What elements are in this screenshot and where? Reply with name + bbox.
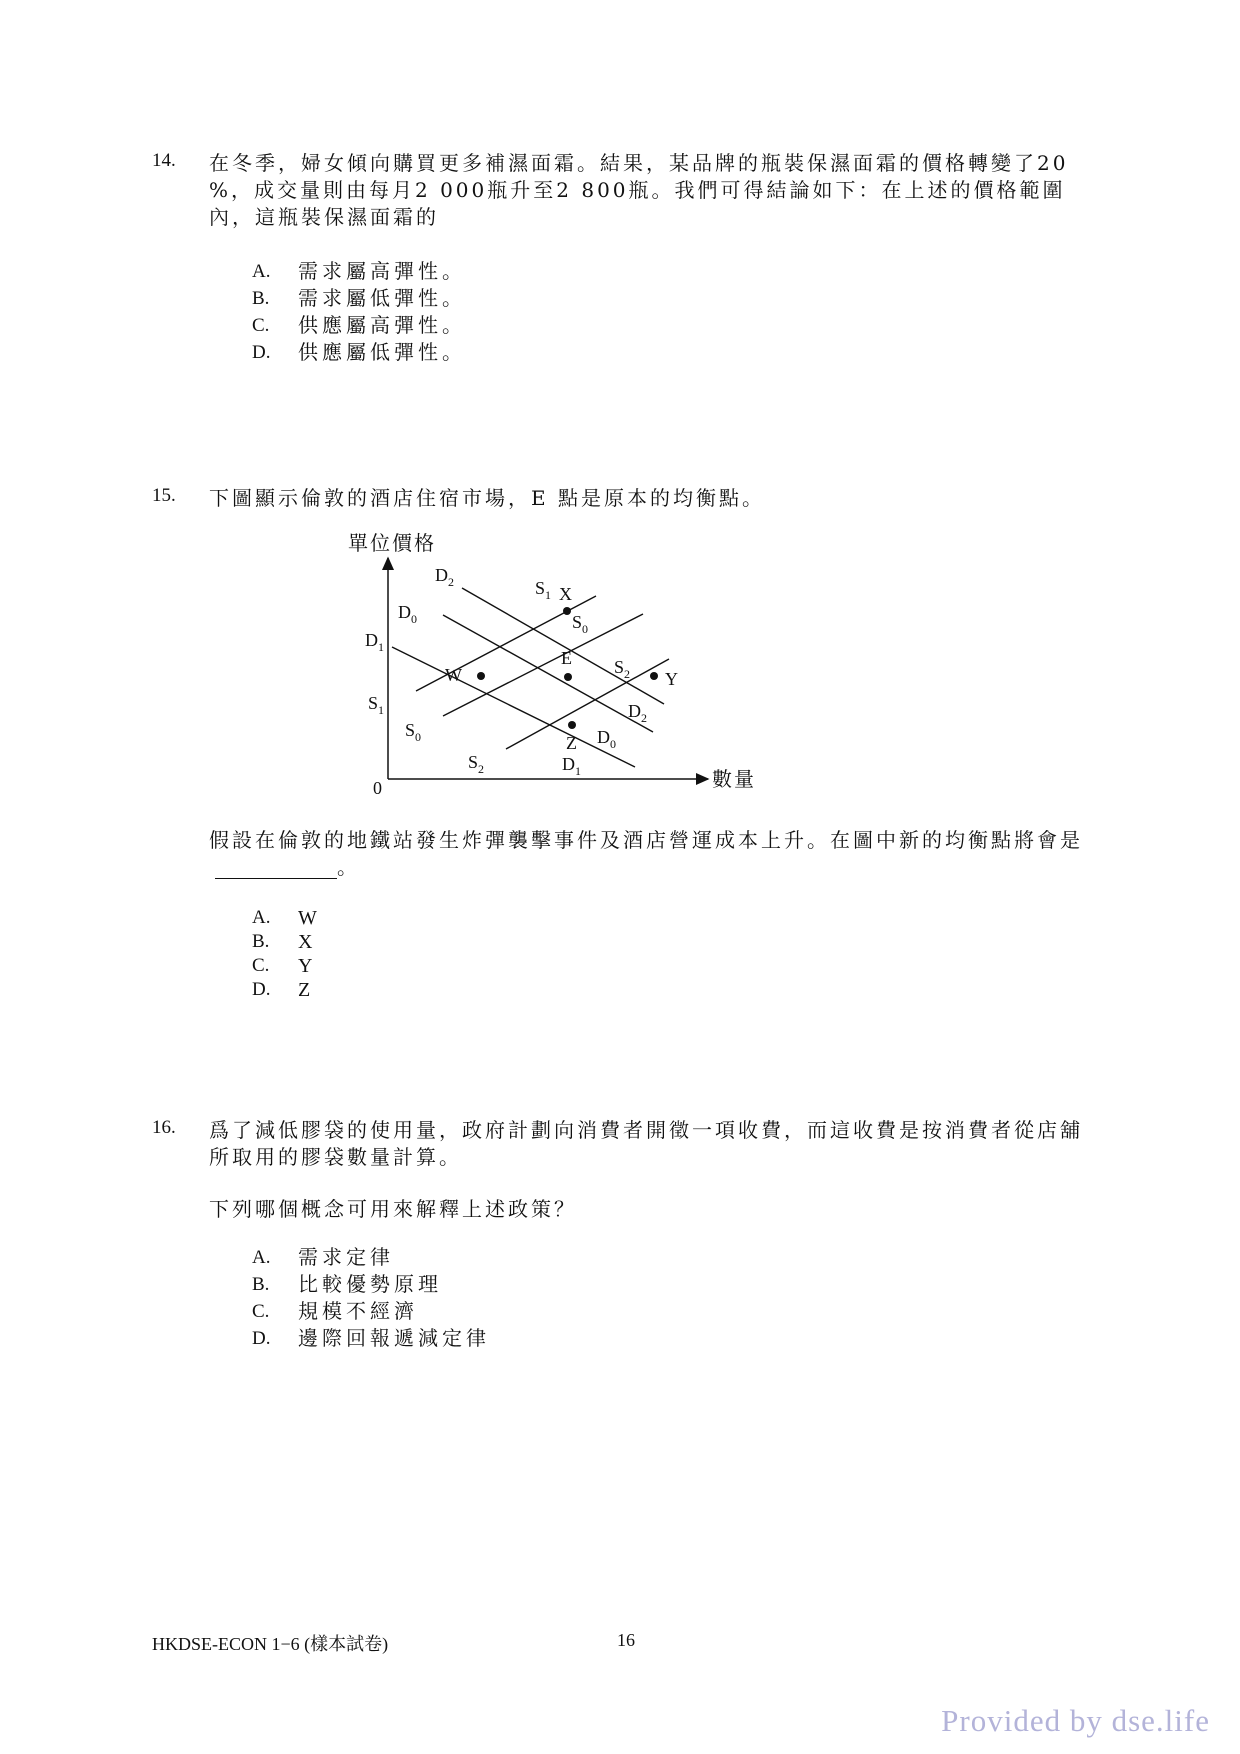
- label-z: Z: [566, 733, 577, 753]
- label-s0-bottom: $S_0$: [405, 720, 422, 744]
- x-axis-label: 數量: [712, 767, 756, 791]
- question-number: 16.: [152, 1117, 176, 1138]
- label-x: X: [559, 584, 572, 604]
- label-d1-bottom: $D_1$: [562, 754, 581, 778]
- question-number: 14.: [152, 150, 176, 171]
- supply-demand-diagram: [330, 528, 790, 798]
- question-15-prompt: 假設在倫敦的地鐵站發生炸彈襲擊事件及酒店營運成本上升。在圖中新的均衡點將會是。: [209, 828, 1083, 879]
- label-y: Y: [665, 669, 678, 689]
- label-d2-bottom: $D_2$: [628, 701, 647, 725]
- label-d2: $D_2$: [435, 565, 454, 589]
- supply-curve-s0: [443, 614, 643, 716]
- point-x: [563, 607, 571, 615]
- point-e: [564, 673, 572, 681]
- page-number: 16: [617, 1630, 635, 1650]
- demand-curve-d2: [462, 588, 664, 704]
- label-d0: $D_0$: [398, 602, 417, 626]
- point-y: [650, 672, 658, 680]
- label-s2-bottom: $S_2$: [468, 752, 485, 776]
- label-e: E: [561, 648, 572, 668]
- point-w: [477, 672, 485, 680]
- label-s2-top: $S_2$: [614, 657, 631, 681]
- exam-page: 14. 在冬季，婦女傾向購買更多補濕面霜。結果，某品牌的瓶裝保濕面霜的價格轉變了20 %，成交量則由每月2 000瓶升至2 800瓶。我們可得結論如下：在上述的價格範圍內，這瓶裝保濕面霜的 A. 需求屬高彈性。 B. 需求屬低彈性。 C. 供應屬高彈性。 D. 供應屬低彈性。 15. 下圖顯示倫敦的酒店住宿市場，E 點是原本的均衡點。 單位價格 數量 0 $D_2$ $D_0$ $D_1$ $S_1$ $S_0$ $S_2$ $D_2$ $D_0$ $D_1$ $S_1$ $S_0$ $S_2$ X E W Y Z 假設在倫敦的地鐵站發生炸彈襲擊事件及酒店營運成本上升。在圖中新的均衡點將會是。 A. W B. X C. Y D. Z 16. 爲了減低膠袋的使用量，政府計劃向消費者開徵一項收費，而這收費是按消費者從店舖所取用的膠袋數量計算。 下列哪個概念可用來解釋上述政策？ A. 需求定律 B. 比較優勢原理 C. 規模不經濟 D. 邊際回報遞減定律 HKDSE-ECON 1−6 (樣本試卷) 16 Provided by dse.life: [152, 150, 1210, 1738]
- watermark: Provided by dse.life: [941, 1703, 1210, 1738]
- question-text: 爲了減低膠袋的使用量，政府計劃向消費者開徵一項收費，而這收費是按消費者從店舖所取用的膠袋數量計算。: [209, 1118, 1083, 1169]
- label-s1-top: $S_1$: [535, 578, 552, 602]
- question-text: 下圖顯示倫敦的酒店住宿市場，E 點是原本的均衡點。: [209, 486, 765, 510]
- question-number: 15.: [152, 485, 176, 506]
- y-axis-label: 單位價格: [348, 531, 436, 555]
- question-16-prompt: 下列哪個概念可用來解釋上述政策？: [209, 1197, 577, 1221]
- supply-curve-s2: [506, 659, 669, 749]
- question-text: 在冬季，婦女傾向購買更多補濕面霜。結果，某品牌的瓶裝保濕面霜的價格轉變了20 %，成交量則由每月2 000瓶升至2 800瓶。我們可得結論如下：在上述的價格範圍內，這瓶裝保濕面霜的: [209, 151, 1069, 229]
- label-w: W: [445, 665, 462, 685]
- label-s1-bottom: $S_1$: [368, 693, 385, 717]
- demand-curve-d1: [392, 647, 635, 767]
- paper-code: HKDSE-ECON 1−6 (樣本試卷): [152, 1634, 389, 1654]
- point-z: [568, 721, 576, 729]
- label-d0-bottom: $D_0$: [597, 727, 616, 751]
- origin-label: 0: [373, 778, 382, 798]
- label-s0-top: $S_0$: [572, 612, 589, 636]
- answer-blank: [215, 858, 337, 879]
- label-d1: $D_1$: [365, 630, 384, 654]
